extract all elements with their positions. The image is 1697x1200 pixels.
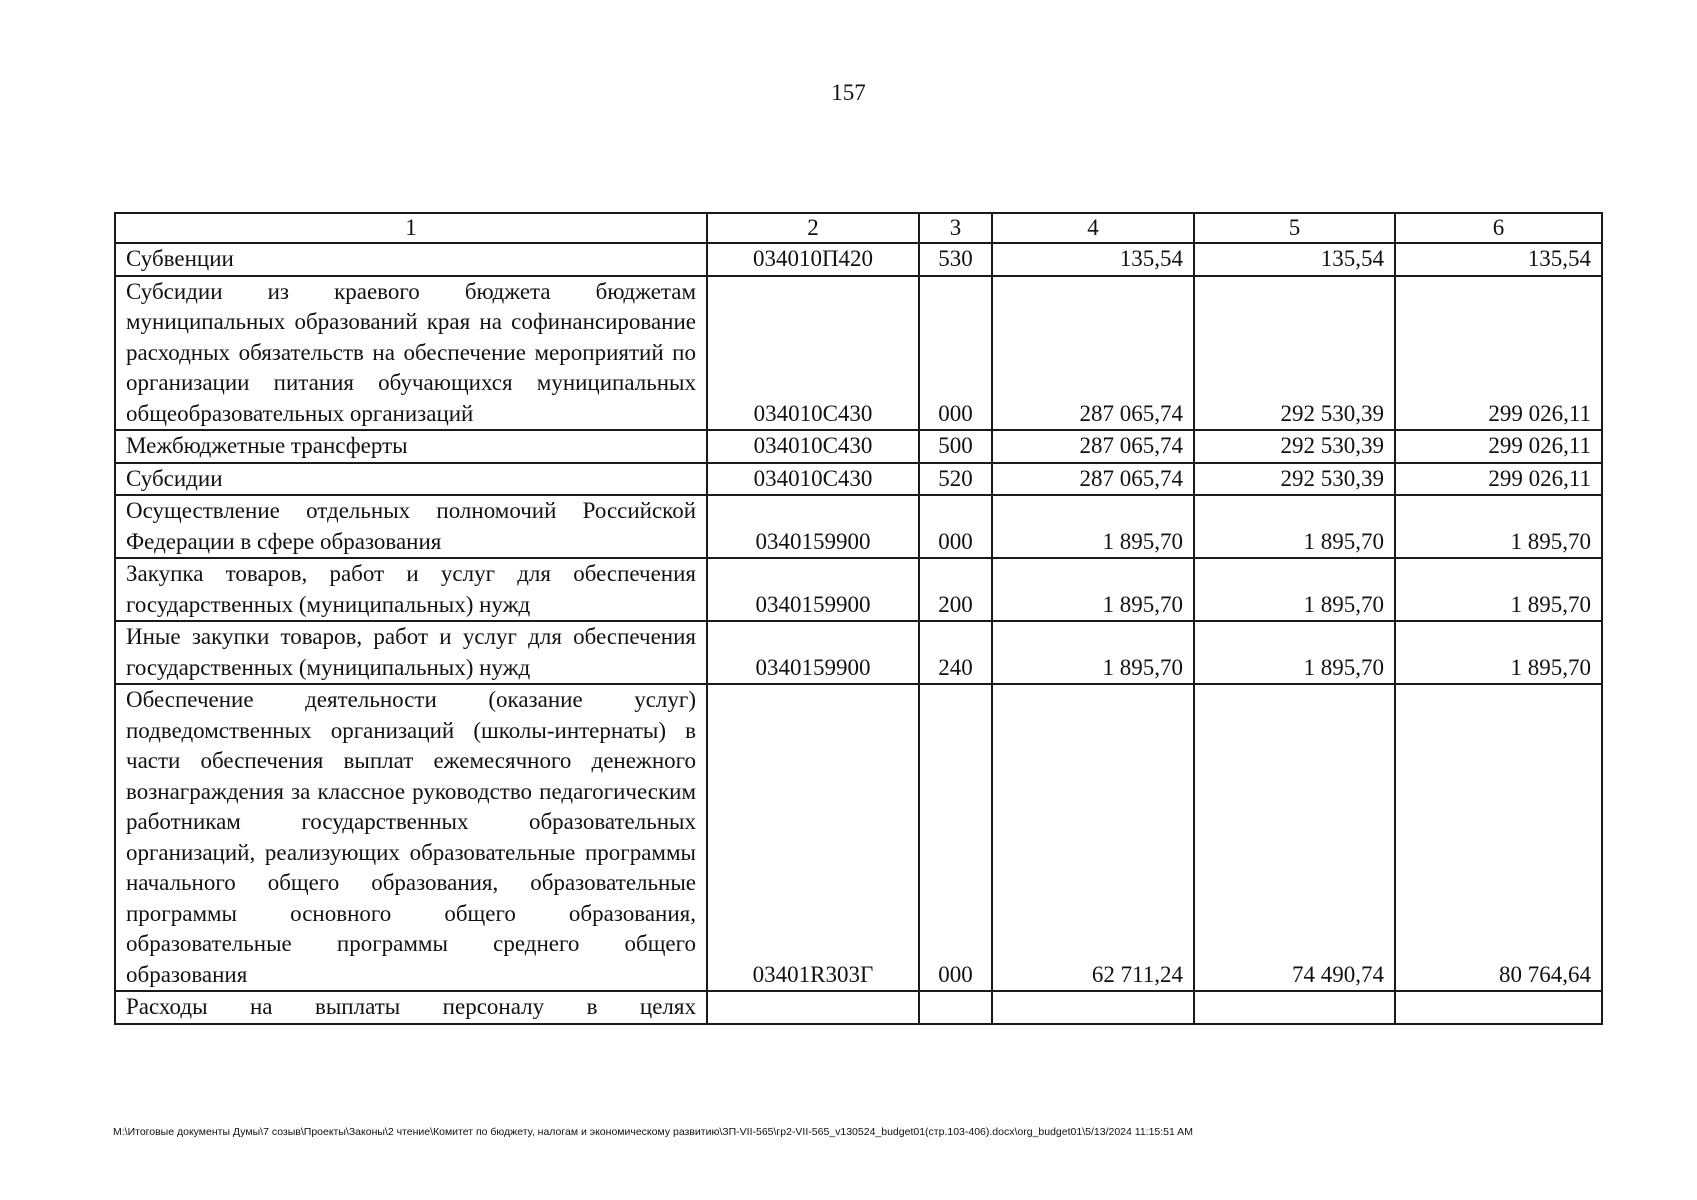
row-code: 0340159900 — [707, 621, 919, 684]
table-row — [115, 621, 1602, 684]
row-value-4: 287 065,74 — [992, 430, 1194, 463]
row-value-6: 299 026,11 — [1395, 276, 1602, 431]
row-value-5: 292 530,39 — [1194, 463, 1395, 496]
row-name: Субсидии — [115, 463, 707, 496]
row-type: 500 — [919, 430, 992, 463]
row-value-5: 1 895,70 — [1194, 621, 1395, 684]
header-col-2: 2 — [707, 213, 919, 243]
row-name: Обеспечение деятельности (оказание услуг) подведомственных организаций (школы-интернаты) в части обеспечения выплат ежемесячного денежного вознаграждения за классное руководство педагогическим работникам государственных образовательных организаций, реализующих образовательные программы начального общего образования, образовательные программы основного общего образования, образовательные программы среднего общего образования — [115, 684, 707, 991]
row-type: 000 — [919, 684, 992, 991]
table-row — [115, 991, 1602, 1024]
header-col-1: 1 — [115, 213, 707, 243]
row-value-6: 1 895,70 — [1395, 495, 1602, 558]
row-value-4: 1 895,70 — [992, 558, 1194, 621]
row-value-5: 1 895,70 — [1194, 558, 1395, 621]
budget-table — [114, 212, 1603, 1025]
row-type: 000 — [919, 276, 992, 431]
row-value-6: 1 895,70 — [1395, 558, 1602, 621]
header-col-5: 5 — [1194, 213, 1395, 243]
row-code: 034010С430 — [707, 276, 919, 431]
row-value-5 — [1194, 991, 1395, 1024]
row-name: Закупка товаров, работ и услуг для обеспечения государственных (муниципальных) нужд — [115, 558, 707, 621]
row-value-5: 292 530,39 — [1194, 430, 1395, 463]
row-type: 000 — [919, 495, 992, 558]
row-value-6: 299 026,11 — [1395, 463, 1602, 496]
row-value-6: 1 895,70 — [1395, 621, 1602, 684]
row-type: 530 — [919, 243, 992, 276]
row-code: 03401R303Г — [707, 684, 919, 991]
row-value-5: 1 895,70 — [1194, 495, 1395, 558]
row-value-5: 74 490,74 — [1194, 684, 1395, 991]
row-name: Межбюджетные трансферты — [115, 430, 707, 463]
row-name: Расходы на выплаты персоналу в целях — [115, 991, 707, 1024]
table-row — [115, 558, 1602, 621]
row-code: 0340159900 — [707, 495, 919, 558]
row-value-4 — [992, 991, 1194, 1024]
row-type: 200 — [919, 558, 992, 621]
row-value-4: 287 065,74 — [992, 463, 1194, 496]
table-header-row — [115, 213, 1602, 243]
header-col-3: 3 — [919, 213, 992, 243]
row-value-5: 135,54 — [1194, 243, 1395, 276]
table-row — [115, 463, 1602, 496]
row-value-4: 62 711,24 — [992, 684, 1194, 991]
table-row — [115, 430, 1602, 463]
row-value-4: 135,54 — [992, 243, 1194, 276]
row-value-6: 299 026,11 — [1395, 430, 1602, 463]
row-value-6 — [1395, 991, 1602, 1024]
row-type: 240 — [919, 621, 992, 684]
row-value-4: 1 895,70 — [992, 621, 1194, 684]
row-name: Субсидии из краевого бюджета бюджетам муниципальных образований края на софинансирование расходных обязательств на обеспечение мероприятий по организации питания обучающихся муниципальных общеобразовательных организаций — [115, 276, 707, 431]
row-name: Иные закупки товаров, работ и услуг для обеспечения государственных (муниципальных) нужд — [115, 621, 707, 684]
row-code: 0340159900 — [707, 558, 919, 621]
table-row — [115, 243, 1602, 276]
table-row — [115, 495, 1602, 558]
header-col-6: 6 — [1395, 213, 1602, 243]
row-code — [707, 991, 919, 1024]
row-name: Субвенции — [115, 243, 707, 276]
row-code: 034010С430 — [707, 463, 919, 496]
row-type: 520 — [919, 463, 992, 496]
row-code: 034010С430 — [707, 430, 919, 463]
file-path-footer: M:\Итоговые документы Думы\7 созыв\Проекты\Законы\2 чтение\Комитет по бюджету, налогам и экономическому развитию\ЗП-VII-565\гр2-VII-565_v130524_budget01(стр.103-406).docx\org_budget01\5/13/2024 11:15:51 AM — [113, 1126, 1193, 1138]
header-col-4: 4 — [992, 213, 1194, 243]
row-value-5: 292 530,39 — [1194, 276, 1395, 431]
row-value-6: 135,54 — [1395, 243, 1602, 276]
row-value-4: 1 895,70 — [992, 495, 1194, 558]
row-type — [919, 991, 992, 1024]
row-name: Осуществление отдельных полномочий Российской Федерации в сфере образования — [115, 495, 707, 558]
row-code: 034010П420 — [707, 243, 919, 276]
row-value-6: 80 764,64 — [1395, 684, 1602, 991]
table-row — [115, 684, 1602, 991]
row-value-4: 287 065,74 — [992, 276, 1194, 431]
page-number: 157 — [831, 80, 866, 105]
table-row — [115, 276, 1602, 431]
